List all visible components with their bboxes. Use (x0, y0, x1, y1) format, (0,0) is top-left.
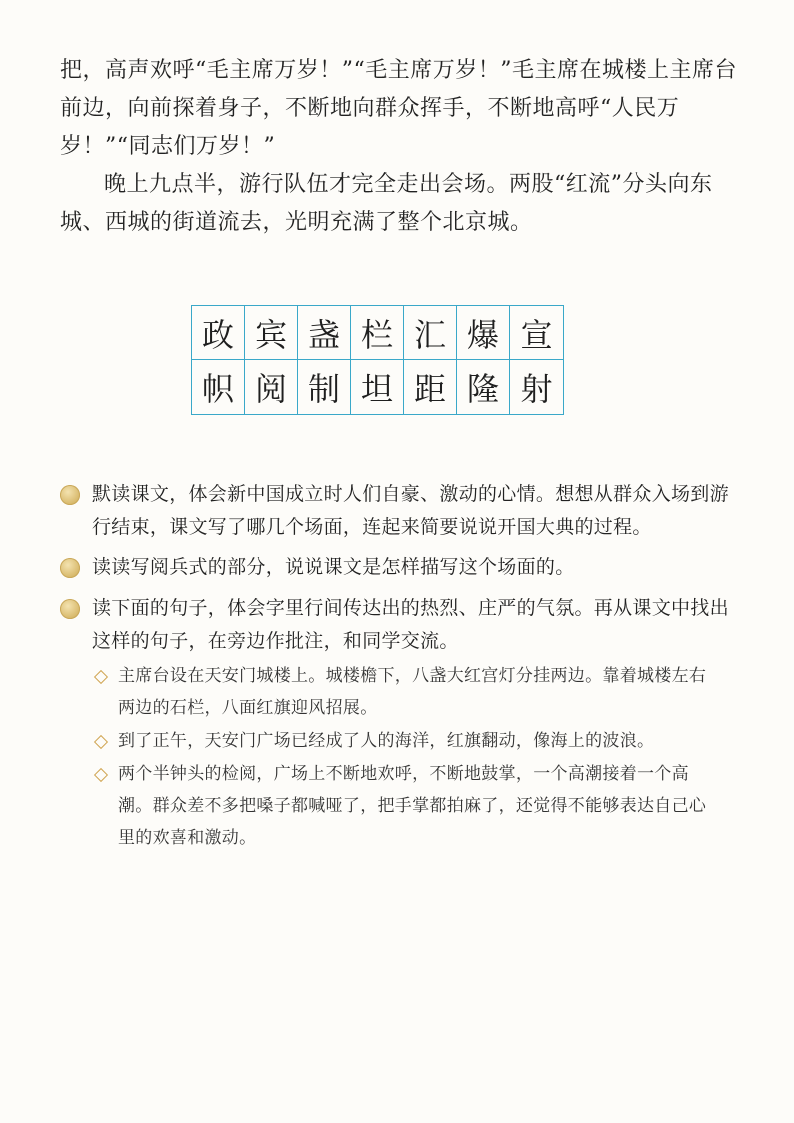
char-cell: 制 (298, 360, 351, 414)
question-3: 读下面的句子，体会字里行间传达出的热烈、庄严的气氛。再从课文中找出这样的句子，在旁边作批注，和同学交流。 (92, 597, 729, 652)
char-cell: 阅 (245, 360, 298, 414)
char-cell: 栏 (351, 306, 404, 360)
char-cell: 射 (520, 370, 553, 408)
question-bullet-icon (60, 485, 80, 505)
char-cell: 爆 (457, 306, 510, 360)
diamond-bullet-icon (94, 768, 108, 782)
char-cell: 盏 (298, 306, 351, 360)
char-cell: 帜 (192, 360, 245, 414)
question-2: 读读写阅兵式的部分，说说课文是怎样描写这个场面的。 (92, 556, 575, 578)
char-cell: 汇 (404, 306, 457, 360)
char-cell: 宾 (245, 306, 298, 360)
character-grid (191, 305, 564, 415)
char-cell: 坦 (351, 360, 404, 414)
example-sentence-2: 到了正午，天安门广场已经成了人的海洋，红旗翻动，像海上的波浪。 (118, 731, 655, 751)
text-paragraph-1: 把，高声欢呼“毛主席万岁！”“毛主席万岁！”毛主席在城楼上主席台前边，向前探着身子，不断地向群众挥手，不断地高呼“人民万岁！”“同志们万岁！” (60, 58, 737, 159)
diamond-bullet-icon (94, 735, 108, 749)
text-paragraph-2: 晚上九点半，游行队伍才完全走出会场。两股“红流”分头向东城、西城的街道流去，光明充满了整个北京城。 (60, 172, 713, 235)
question-bullet-icon (60, 599, 80, 619)
char-cell: 政 (192, 306, 245, 360)
example-sentence-3: 两个半钟头的检阅，广场上不断地欢呼，不断地鼓掌，一个高潮接着一个高潮。群众差不多把嗓子都喊哑了，把手掌都拍麻了，还觉得不能够表达自己心里的欢喜和激动。 (118, 764, 707, 848)
example-sentence-1: 主席台设在天安门城楼上。城楼檐下，八盏大红宫灯分挂两边。靠着城楼左右两边的石栏，八面红旗迎风招展。 (118, 666, 707, 718)
char-cell: 距 (404, 360, 457, 414)
question-1: 默读课文，体会新中国成立时人们自豪、激动的心情。想想从群众入场到游行结束，课文写了哪几个场面，连起来简要说说开国大典的过程。 (92, 483, 729, 538)
question-bullet-icon (60, 558, 80, 578)
diamond-bullet-icon (94, 670, 108, 684)
char-cell: 隆 (457, 360, 510, 414)
char-cell: 宣 (510, 306, 563, 360)
